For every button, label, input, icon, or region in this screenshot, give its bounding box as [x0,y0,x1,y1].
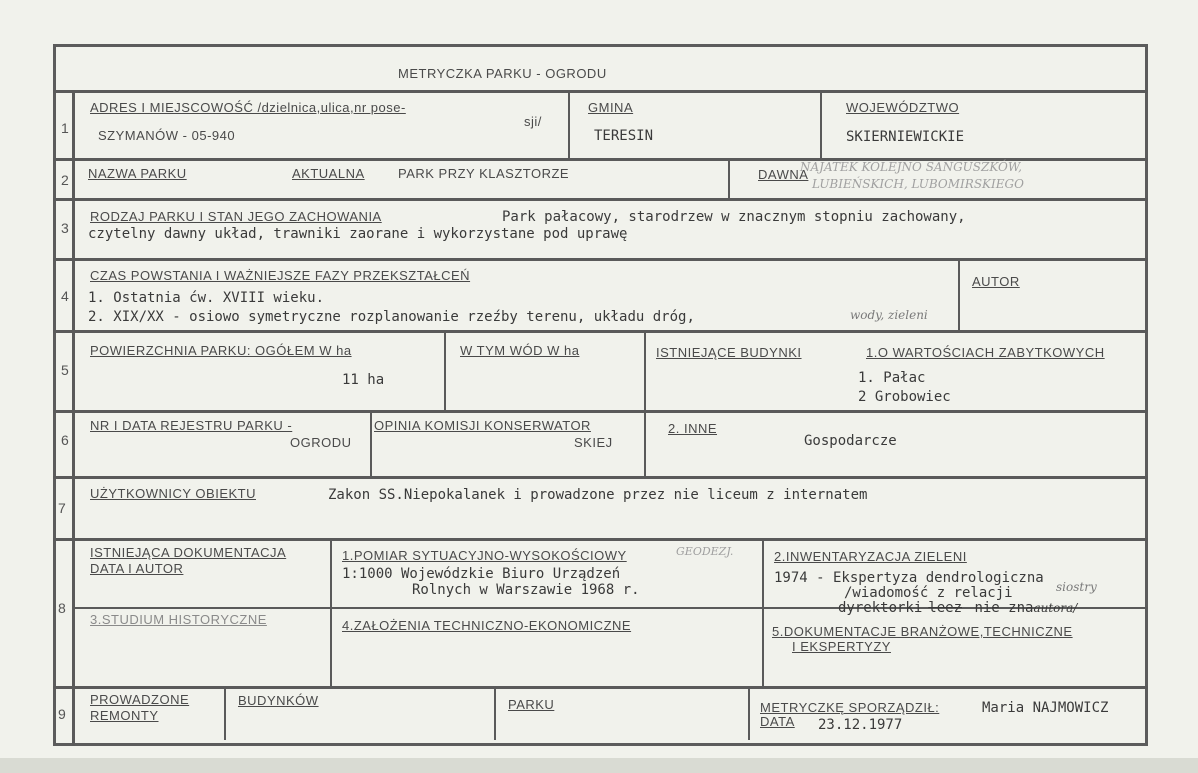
park-type-label: RODZAJ PARKU I STAN JEGO ZACHOWANIA [90,209,382,224]
row-number: 2 [61,172,69,188]
cell-divider [644,412,646,476]
documentation-label-1: ISTNIEJĄCA DOKUMENTACJA [90,545,287,560]
survey-line-2: Rolnych w Warszawie 1968 r. [412,582,640,598]
users-value: Zakon SS.Niepokalanek i prowadzone przez nie liceum z internatem [328,487,868,503]
prepared-by-label: METRYCZKĘ SPORZĄDZIŁ: [760,700,940,715]
area-value: 11 ha [342,372,385,388]
row-separator [53,410,1148,413]
valuable-buildings-label: 1.O WARTOŚCIACH ZABYTKOWYCH [866,345,1105,360]
users-label: UŻYTKOWNICY OBIEKTU [90,486,256,501]
park-name-label: NAZWA PARKU [88,166,187,181]
row-separator [53,90,1148,93]
opinion-label-1: OPINIA KOMISJI KONSERWATOR [374,418,591,433]
row-number: 5 [61,362,69,378]
repairs-label-2: REMONTY [90,708,159,723]
form-title: METRYCZKA PARKU - OGRODU [398,66,607,81]
park-type-text-2: czytelny dawny układ, trawniki zaorane i wykorzystane pod uprawę [88,226,628,242]
branch-docs-label-2: I EKSPERTYZY [792,639,891,654]
branch-docs-label-1: 5.DOKUMENTACJE BRANŻOWE,TECHNICZNE [772,624,1073,639]
gmina-value: TERESIN [594,128,654,144]
row-number: 1 [61,120,69,136]
cell-divider [224,688,226,740]
origin-item-2-handwritten: wody, zieleni [850,308,928,322]
water-label: W TYM WÓD W ha [460,343,580,358]
cell-divider [728,160,730,198]
cell-divider [820,92,822,158]
cell-divider [748,688,750,740]
building-2: 2 Grobowiec [858,389,951,405]
row-separator [53,538,1148,541]
inventory-line-2: /wiadomość z relacji [844,585,1013,601]
cell-divider [568,92,570,158]
cell-divider [958,260,960,330]
address-label-cont: sji/ [524,114,542,129]
buildings-label: ISTNIEJĄCE BUDYNKI [656,345,802,360]
register-label-1: NR I DATA REJESTRU PARKU - [90,418,293,433]
history-study-label: 3.STUDIUM HISTORYCZNE [90,612,267,627]
row-separator [53,258,1148,261]
inventory-line-3-handwritten: autora/ [1033,601,1078,615]
park-repairs-label: PARKU [508,697,555,712]
inventory-label: 2.INWENTARYZACJA ZIELENI [774,549,967,564]
row-separator [53,686,1148,689]
number-column-line [72,90,75,746]
current-name-value: PARK PRZY KLASZTORZE [398,166,570,181]
building-1: 1. Pałac [858,370,926,386]
inventory-line-3 [838,600,1077,616]
inventory-line-3-a: dyrektorki [838,600,923,616]
inventory-line-1: 1974 - Ekspertyza dendrologiczna [774,570,1044,586]
former-name-handwritten-1: NAJATEK KOLEJNO SANGUSZKÓW, [800,160,1022,174]
buildings-repairs-label: BUDYNKÓW [238,693,319,708]
inventory-line-2-handwritten: siostry [1056,580,1097,594]
row-number: 9 [58,706,66,722]
author-label: AUTOR [972,274,1020,289]
inventory-line-3-strike: leez [928,600,963,616]
cell-divider [762,540,764,686]
address-label: ADRES I MIEJSCOWOŚĆ /dzielnica,ulica,nr pose- [90,100,406,115]
survey-label: 1.POMIAR SYTUACYJNO-WYSOKOŚCIOWY [342,548,627,563]
row-number: 8 [58,600,66,616]
documentation-label-2: DATA I AUTOR [90,561,184,576]
row-separator [53,330,1148,333]
other-buildings-label: 2. INNE [668,421,718,436]
origin-item-2: 2. XIX/XX - osiowo symetryczne rozplanowanie rzeźby terenu, układu dróg, [88,309,695,325]
survey-line-1: 1:1000 Wojewódzkie Biuro Urządzeń [342,566,621,582]
register-label-2: OGRODU [290,435,352,450]
tech-assumptions-label: 4.ZAŁOŻENIA TECHNICZNO-EKONOMICZNE [342,618,632,633]
cell-divider [330,540,332,686]
row-number: 3 [61,220,69,236]
date-value: 23.12.1977 [818,717,903,733]
cell-divider [444,332,446,410]
scan-edge [0,758,1198,773]
former-name-label: DAWNA [758,167,809,182]
outer-frame [53,44,1148,746]
voivodeship-label: WOJEWÓDZTWO [846,100,960,115]
origin-label: CZAS POWSTANIA I WAŻNIEJSZE FAZY PRZEKSZTAŁCEŃ [90,268,471,283]
voivodeship-value: SKIERNIEWICKIE [846,129,965,145]
former-name-handwritten-2: LUBIEŃSKICH, LUBOMIRSKIEGO [812,177,1024,191]
prepared-by-value: Maria NAJMOWICZ [982,700,1109,716]
repairs-label-1: PROWADZONE [90,692,190,707]
date-label: DATA [760,714,795,729]
park-type-text-1: Park pałacowy, starodrzew w znacznym stopniu zachowany, [502,209,966,225]
row-separator [53,476,1148,479]
cell-divider [494,688,496,740]
inventory-line-3-b: nie zna [974,600,1034,616]
address-value: SZYMANÓW - 05-940 [98,128,236,143]
cell-divider [644,332,646,410]
area-label: POWIERZCHNIA PARKU: OGÓŁEM W ha [90,343,352,358]
current-name-label: AKTUALNA [292,166,365,181]
row-number: 6 [61,432,69,448]
gmina-label: GMINA [588,100,634,115]
cell-divider [370,412,372,476]
survey-handwritten: GEODEZJ. [676,545,734,558]
row-number: 4 [61,288,69,304]
opinion-label-2: SKIEJ [574,435,613,450]
other-buildings-value: Gospodarcze [804,433,897,449]
row-number: 7 [58,500,66,516]
row-separator [53,198,1148,201]
origin-item-1: 1. Ostatnia ćw. XVIII wieku. [88,290,325,306]
